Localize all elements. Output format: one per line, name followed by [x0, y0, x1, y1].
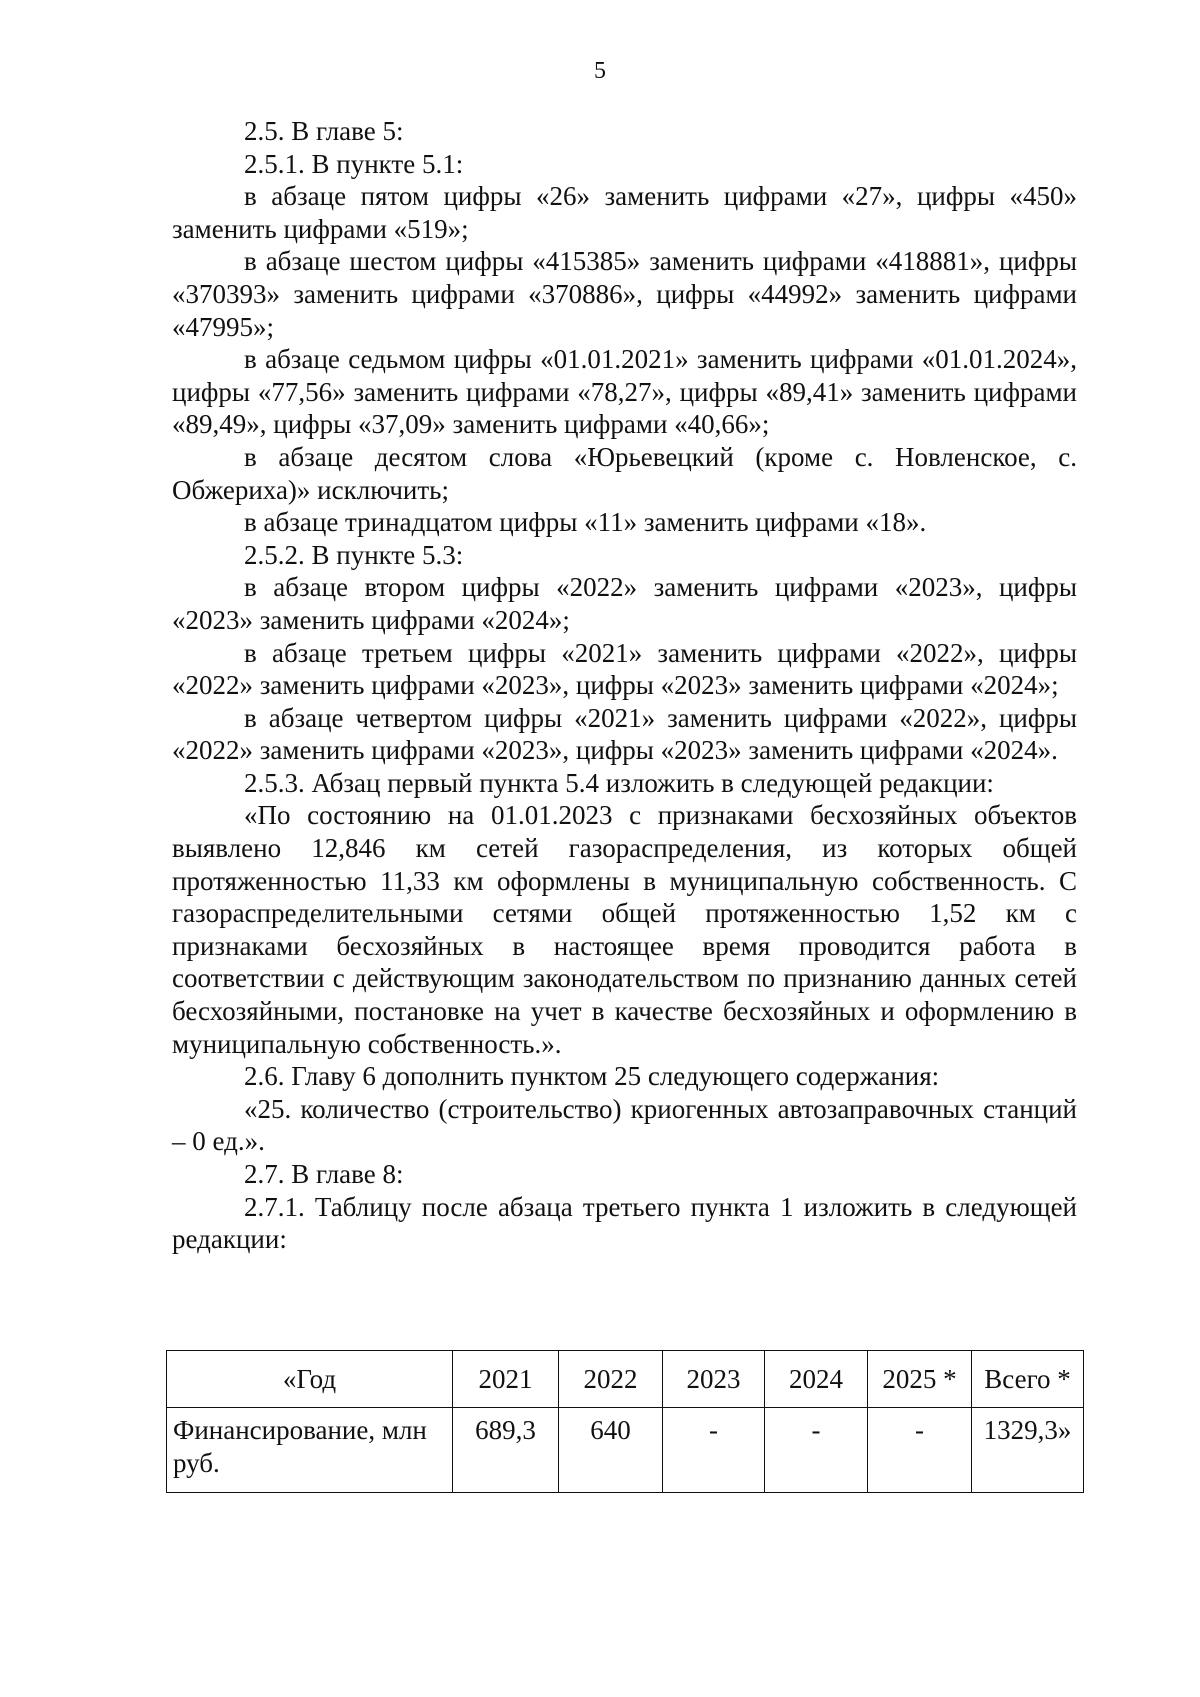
paragraph: в абзаце седьмом цифры «01.01.2021» заменить цифрами «01.01.2024», цифры «77,56» заменить цифрами «78,27», цифры «89,41» заменить цифрами «89,49», цифры «37,09» заменить цифрами «40,66»;	[172, 344, 1077, 440]
paragraph: 2.5.3. Абзац первый пункта 5.4 изложить в следующей редакции:	[244, 767, 994, 798]
paragraph: в абзаце тринадцатом цифры «11» заменить цифрами «18».	[244, 507, 927, 538]
table-cell: -	[663, 1408, 765, 1493]
paragraph: 2.6. Главу 6 дополнить пунктом 25 следующего содержания:	[244, 1061, 940, 1092]
table-cell: 1329,3»	[972, 1408, 1084, 1493]
paragraph: 2.7. В главе 8:	[244, 1159, 404, 1189]
paragraph: 2.5. В главе 5:	[244, 116, 404, 146]
table-header-cell: 2024	[765, 1351, 868, 1408]
table-cell: -	[765, 1408, 868, 1493]
paragraph: 2.5.2. В пункте 5.3:	[244, 539, 464, 570]
paragraph: «25. количество (строительство) криогенных автозаправочных станций – 0 ед.».	[172, 1093, 1077, 1157]
table-cell: Финансирование, млн руб.	[167, 1408, 453, 1493]
paragraph: «По состоянию на 01.01.2023 с признаками бесхозяйных объектов выявлено 12,846 км сетей газораспределения, из которых общей протяженностью 11,33 км оформлены в муниципальную собственность. С газораспределительными сетями общей протяженностью 1,52 км с признаками бесхозяйных в настоящее время проводится работа в соответствии с действующим законодательством по признанию данных сетей бесхозяйными, постановке на учет в качестве бесхозяйных и оформлению в муниципальную собственность.».	[172, 800, 1077, 1059]
paragraph: в абзаце третьем цифры «2021» заменить цифрами «2022», цифры «2022» заменить цифрами «2023», цифры «2023» заменить цифрами «2024»;	[172, 637, 1077, 701]
table-cell: -	[868, 1408, 972, 1493]
table-cell: 640	[559, 1408, 663, 1493]
paragraph: в абзаце шестом цифры «415385» заменить цифрами «418881», цифры «370393» заменить цифрами «370886», цифры «44992» заменить цифрами «47995»;	[172, 246, 1077, 342]
table-header-cell: 2021	[453, 1351, 559, 1408]
paragraph: в абзаце четвертом цифры «2021» заменить цифрами «2022», цифры «2022» заменить цифрами «2023», цифры «2023» заменить цифрами «2024».	[172, 702, 1077, 766]
paragraph: в абзаце втором цифры «2022» заменить цифрами «2023», цифры «2023» заменить цифрами «2024»;	[172, 572, 1077, 635]
table-cell: 689,3	[453, 1408, 559, 1493]
document-body	[172, 115, 1077, 1256]
table-header-cell: 2022	[559, 1351, 663, 1408]
paragraph: в абзаце десятом слова «Юрьевецкий (кроме с. Новленское, с. Обжериха)» исключить;	[172, 441, 1077, 505]
paragraph: 2.5.1. В пункте 5.1:	[244, 148, 464, 179]
table-header-cell: 2025 *	[868, 1351, 972, 1408]
table-header-cell: 2023	[663, 1351, 765, 1408]
financing-table	[166, 1350, 1084, 1493]
table-header-cell: «Год	[167, 1351, 453, 1408]
paragraph: в абзаце пятом цифры «26» заменить цифрами «27», цифры «450» заменить цифрами «519»;	[172, 181, 1077, 244]
table-header-cell: Всего *	[972, 1351, 1084, 1408]
table-row	[167, 1408, 1084, 1493]
paragraph: 2.7.1. Таблицу после абзаца третьего пункта 1 изложить в следующей редакции:	[172, 1191, 1077, 1255]
table-header-row	[167, 1351, 1084, 1408]
page-number: 5	[594, 58, 606, 84]
